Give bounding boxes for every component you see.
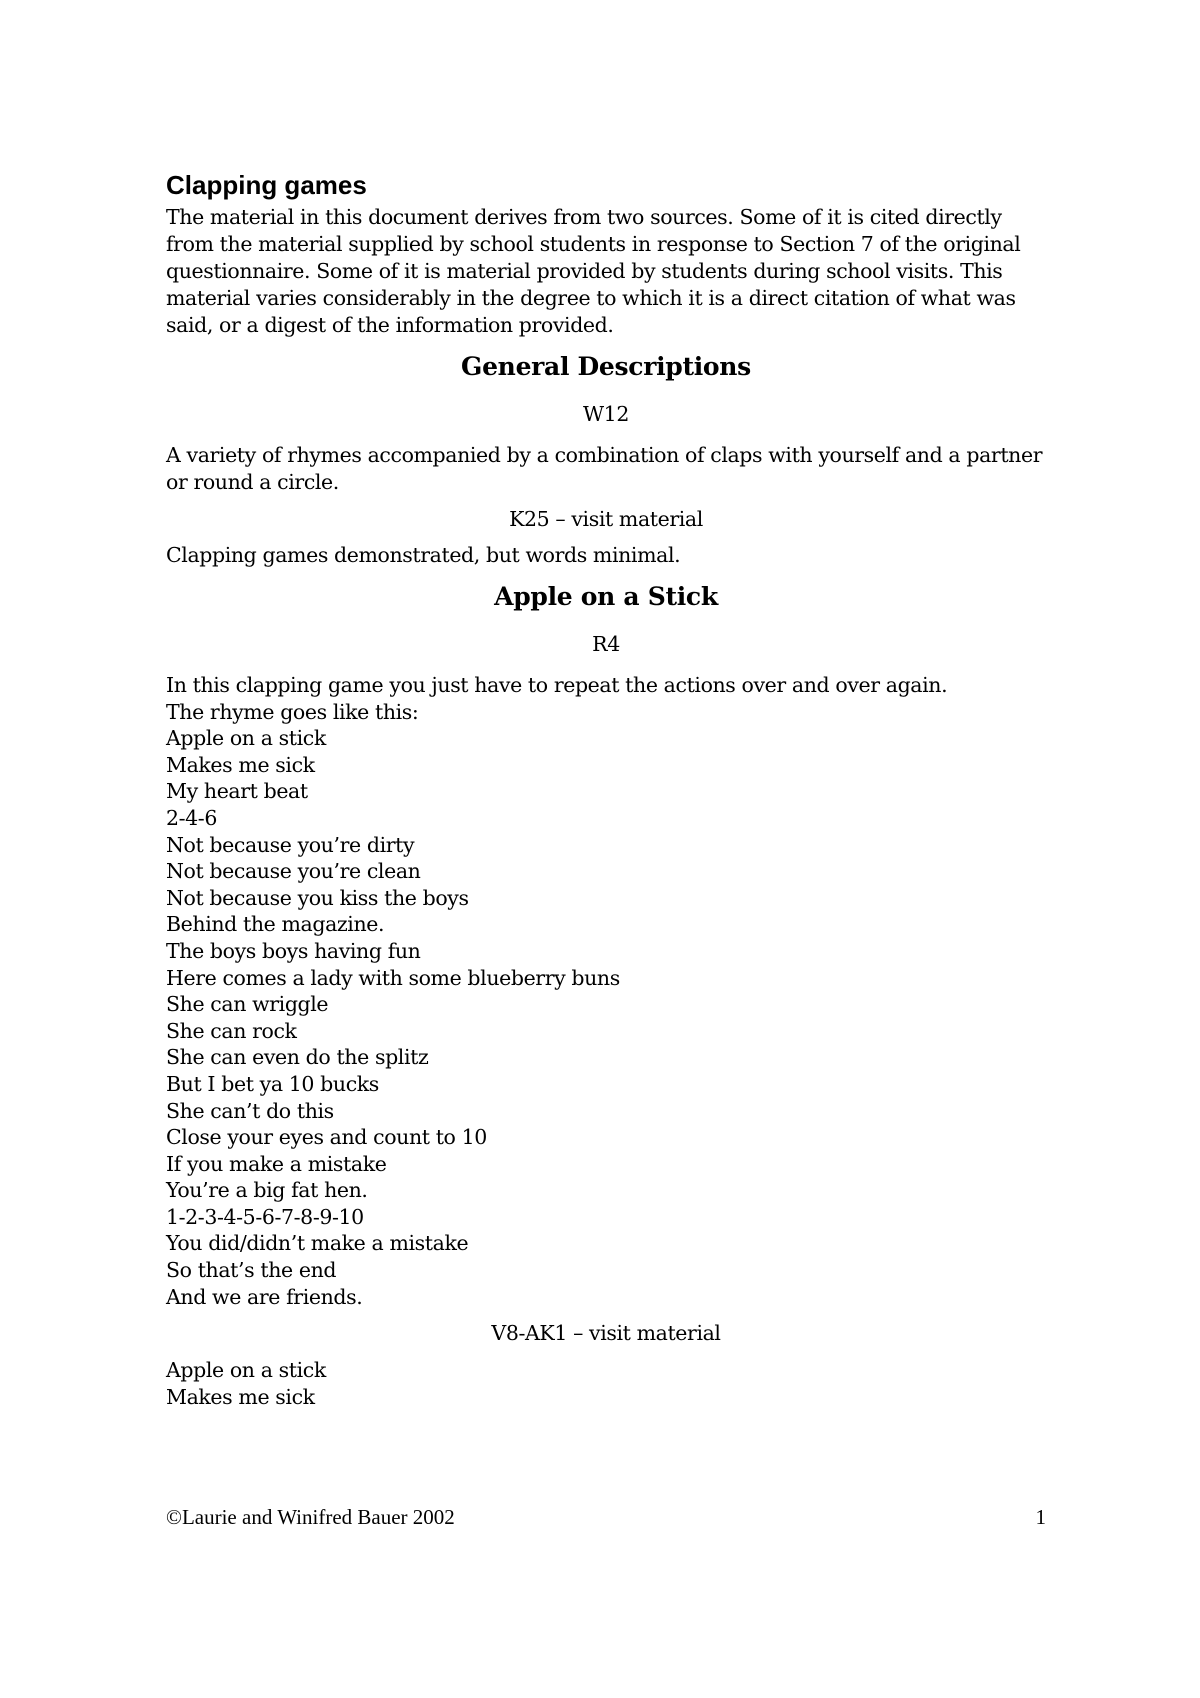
- rhyme-line: Apple on a stick: [166, 726, 326, 751]
- rhyme-line: My heart beat: [166, 779, 308, 804]
- page-title: Clapping games: [166, 170, 367, 200]
- rhyme-line: Makes me sick: [166, 1384, 315, 1409]
- rhyme-line: Behind the magazine.: [166, 912, 385, 937]
- rhyme-line: Makes me sick: [166, 752, 315, 777]
- rhyme-line: Here comes a lady with some blueberry buns: [166, 965, 620, 990]
- rhyme-line: She can’t do this: [166, 1098, 334, 1123]
- rhyme-line: Close your eyes and count to 10: [166, 1125, 487, 1150]
- rhyme-line: 1-2-3-4-5-6-7-8-9-10: [166, 1204, 364, 1229]
- intro-paragraph: The material in this document derives from two sources. Some of it is cited directly from the material supplied by school students in response to Section 7 of the original questionnaire. Some of it is material provided by students during school visits. This material varies considerably in the degree to which it is a direct citation of what was said, or a digest of the information provided.: [166, 205, 1021, 337]
- page-content: [166, 168, 1046, 1410]
- rhyme-line: You did/didn’t make a mistake: [166, 1231, 469, 1256]
- rhyme-line: But I bet ya 10 bucks: [166, 1071, 379, 1096]
- rhyme-line: 2-4-6: [166, 805, 217, 830]
- copyright-notice: ©Laurie and Winifred Bauer 2002: [166, 1505, 455, 1529]
- entry-text-k25: Clapping games demonstrated, but words minimal.: [166, 543, 681, 567]
- rhyme-block-r4: [166, 672, 1046, 1310]
- rhyme-line: Apple on a stick: [166, 1358, 326, 1383]
- section-heading-general-descriptions: General Descriptions: [461, 352, 751, 381]
- rhyme-line: If you make a mistake: [166, 1151, 387, 1176]
- rhyme-line: And we are friends.: [166, 1284, 363, 1309]
- rhyme-line: She can rock: [166, 1018, 297, 1043]
- entry-text-w12: A variety of rhymes accompanied by a combination of claps with yourself and a partner or round a circle.: [166, 443, 1043, 494]
- source-label-r4: R4: [592, 632, 620, 656]
- rhyme-line: The rhyme goes like this:: [166, 699, 419, 724]
- source-label-v8-ak1: V8-AK1 – visit material: [491, 1321, 721, 1346]
- rhyme-line: In this clapping game you just have to repeat the actions over and over again.: [166, 673, 948, 697]
- rhyme-line: You’re a big fat hen.: [166, 1178, 368, 1203]
- rhyme-line: She can even do the splitz: [166, 1045, 429, 1070]
- rhyme-line: Not because you’re clean: [166, 859, 421, 884]
- page-number: 1: [1035, 1505, 1046, 1529]
- rhyme-line: The boys boys having fun: [166, 938, 421, 963]
- section-heading-apple-on-a-stick: Apple on a Stick: [494, 582, 718, 611]
- source-label-w12: W12: [583, 402, 629, 426]
- rhyme-line: Not because you’re dirty: [166, 832, 415, 857]
- source-label-k25: K25 – visit material: [509, 507, 703, 531]
- rhyme-line: So that’s the end: [166, 1258, 337, 1283]
- rhyme-line: Not because you kiss the boys: [166, 885, 469, 910]
- rhyme-line: She can wriggle: [166, 992, 329, 1017]
- rhyme-block-v8-ak1: [166, 1357, 1046, 1410]
